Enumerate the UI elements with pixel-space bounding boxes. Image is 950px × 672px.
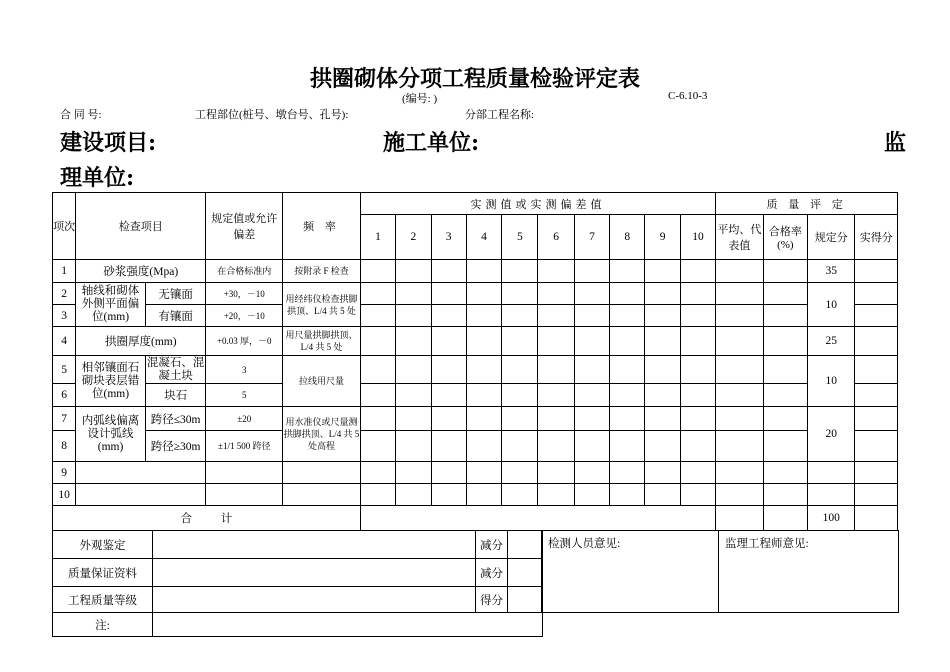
row-no: 10	[53, 484, 76, 506]
spec-score: 35	[808, 260, 855, 283]
row-no: 7	[53, 407, 76, 431]
col-9: 9	[645, 215, 680, 260]
table-row	[53, 462, 898, 484]
header-spec-score: 规定分	[808, 215, 855, 260]
spec-value: 5	[206, 384, 283, 407]
check-sub-item: 有镶面	[145, 305, 206, 327]
spec-value: 在合格标准内	[206, 260, 283, 283]
supervisor-label-part1: 监	[884, 130, 907, 156]
table-row	[53, 283, 898, 305]
inspection-table	[52, 192, 898, 531]
serial-number: (编号: )	[402, 93, 438, 105]
header-frequency: 频 率	[283, 193, 361, 260]
spec-value: +0.03 厚，－0	[206, 327, 283, 356]
frequency: 用尺量拱脚拱顶、L/4 共 5 处	[283, 327, 361, 356]
col-5: 5	[502, 215, 538, 260]
table-row	[53, 407, 898, 431]
header-pass-rate: 合格率(%)	[763, 215, 807, 260]
spec-value: +30，－10	[206, 283, 283, 305]
spec-score: 20	[808, 407, 855, 462]
spec-value: ±1/1 500 跨径	[206, 431, 283, 462]
score-label: 得分	[476, 587, 508, 613]
row-no: 5	[53, 356, 76, 384]
col-4: 4	[466, 215, 501, 260]
grade-label: 工程质量等级	[53, 587, 153, 613]
frequency: 用经纬仪检查拱脚拱顶、L/4 共 5 处	[283, 283, 361, 327]
table-row	[53, 384, 898, 407]
col-3: 3	[431, 215, 466, 260]
deduct-label-1: 减分	[476, 531, 508, 559]
spec-score: 25	[808, 327, 855, 356]
page-title: 拱圈砌体分项工程质量检验评定表	[309, 66, 640, 92]
spec-value: 3	[206, 356, 283, 384]
table-row	[53, 431, 898, 462]
row-no: 9	[53, 462, 76, 484]
header-quality-eval: 质 量 评 定	[716, 193, 898, 215]
table-row	[53, 327, 898, 356]
check-sub-item: 无镶面	[145, 283, 206, 305]
table-row	[53, 305, 898, 327]
table-row	[53, 484, 898, 506]
header-actual-score: 实得分	[855, 215, 898, 260]
location-label: 工程部位(桩号、墩台号、孔号):	[195, 109, 349, 121]
col-6: 6	[538, 215, 574, 260]
check-item-group: 相邻镶面石砌块表层错位(mm)	[76, 356, 146, 407]
total-label: 合 计	[53, 506, 361, 531]
row-no: 6	[53, 384, 76, 407]
form-code: C-6.10-3	[668, 90, 708, 102]
appearance-label: 外观鉴定	[53, 531, 153, 559]
quality-docs-label: 质量保证资料	[53, 559, 153, 587]
contract-no-label: 合 同 号:	[60, 109, 102, 121]
header-measured: 实测值或实测偏差值	[360, 193, 715, 215]
col-1: 1	[360, 215, 395, 260]
check-sub-item: 跨径≤30m	[145, 407, 206, 431]
spec-value: ±20	[206, 407, 283, 431]
total-row	[53, 506, 898, 531]
notes-label: 注:	[53, 613, 153, 637]
col-2: 2	[396, 215, 431, 260]
contractor-label: 施工单位:	[383, 130, 480, 156]
total-score: 100	[808, 506, 855, 531]
col-10: 10	[680, 215, 715, 260]
spec-score: 10	[808, 356, 855, 407]
check-sub-item: 混凝石、混凝土块	[146, 356, 205, 382]
check-item-group: 内弧线偏离设计弧线(mm)	[76, 407, 146, 462]
col-7: 7	[574, 215, 609, 260]
header-item-no: 项次	[53, 193, 76, 260]
sub-project-label: 分部工程名称:	[465, 109, 535, 121]
row-no: 4	[53, 327, 76, 356]
check-sub-item: 块石	[145, 384, 206, 407]
project-label: 建设项目:	[60, 130, 157, 156]
inspector-opinion: 检测人员意见:	[542, 531, 719, 613]
frequency: 拉线用尺量	[283, 356, 361, 407]
row-no: 3	[53, 305, 76, 327]
frequency: 按附录 F 检查	[283, 260, 361, 283]
row-no: 1	[53, 260, 76, 283]
supervisor-opinion: 监理工程师意见:	[719, 531, 899, 613]
opinion-table	[541, 530, 899, 613]
check-item: 砂浆强度(Mpa)	[76, 260, 206, 283]
col-8: 8	[610, 215, 645, 260]
table-row	[53, 356, 898, 384]
table-row	[53, 260, 898, 283]
spec-score: 10	[808, 283, 855, 327]
supervisor-label-part2: 理单位:	[60, 165, 135, 191]
check-sub-item: 跨径≥30m	[145, 431, 206, 462]
check-item-group: 轴线和砌体外侧平面偏位(mm)	[76, 283, 146, 327]
deduct-label-2: 减分	[476, 559, 508, 587]
assessment-table	[52, 530, 543, 637]
spec-value: +20，－10	[206, 305, 283, 327]
check-item: 拱圈厚度(mm)	[76, 327, 206, 356]
frequency: 用水准仪或尺量测拱脚拱顶、L/4 共 5 处高程	[283, 407, 361, 462]
row-no: 2	[53, 283, 76, 305]
row-no: 8	[53, 431, 76, 462]
header-avg: 平均、代表值	[716, 215, 763, 260]
header-check-item: 检查项目	[76, 193, 206, 260]
header-spec: 规定值或允许偏差	[206, 193, 283, 260]
